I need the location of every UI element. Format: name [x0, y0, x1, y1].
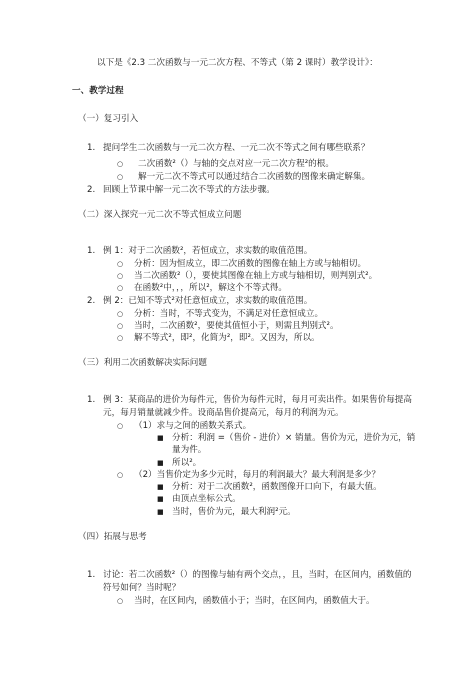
square-bullet-icon: ■: [157, 495, 164, 503]
list-item: 提问学生二次函数与一元二次方程、一元二次不等式之间有哪些联系？: [103, 143, 370, 153]
square-bullet-icon: ■: [157, 434, 164, 442]
example-text-cont: 元，每月销量就减少件。设商品售价提高元，每月的利润为元。: [103, 408, 344, 418]
answer-line: 当时，售价为元，最大利润²元。: [172, 507, 296, 517]
question: （1）求与之间的函数关系式。: [134, 421, 252, 431]
list-item: 回顾上节课中解一元二次不等式的方法步骤。: [103, 185, 275, 195]
bullet-icon: ○: [117, 422, 124, 430]
list-subitem: 在函数²中，，，所以²，解这个不等式得。: [134, 283, 287, 293]
list-subitem: 解一元二次不等式可以通过结合二次函数的图像来确定解集。: [138, 172, 371, 182]
intro-line: 以下是《2.3 二次函数与一元二次方程、不等式（第 2 课时）教学设计》：: [97, 58, 378, 68]
section-heading: 一、教学过程: [72, 86, 124, 96]
discussion-text: 讨论：若二次函数²（）的图像与轴有两个交点，，且，当时，在区间内，函数值的: [103, 570, 412, 580]
list-subitem: 解不等式²，即²，化简为²，即²。又因为，所以。: [134, 333, 320, 343]
answer-line: 所以²。: [172, 458, 202, 468]
answer-line: 分析：利润 =（售价 - 进价）× 销量。售价为元，进价为元，销: [172, 433, 416, 443]
list-subitem: 分析：当时，不等式变为，不满足对任意恒成立。: [134, 309, 324, 319]
answer-line: 分析：对于二次函数²，函数图像开口向下，有最大值。: [172, 482, 382, 492]
list-number: 2.: [87, 296, 96, 306]
answer-line: 由顶点坐标公式。: [172, 494, 241, 504]
bullet-icon: ○: [117, 322, 124, 330]
list-subitem: 当时，二次函数²，要使其值恒小于，则需且判别式²。: [134, 321, 339, 331]
subsection-heading: （一）复习引入: [78, 114, 139, 124]
bullet-icon: ○: [117, 310, 124, 318]
discussion-text-cont: 符号如何？当时呢？: [103, 583, 181, 593]
list-subitem: 二次函数²（）与轴的交点对应一元二次方程²的根。: [138, 159, 334, 169]
list-number: 1.: [87, 395, 96, 405]
list-subitem: 当时，在区间内，函数值小于；当时，在区间内，函数值大于。: [134, 596, 375, 606]
list-number: 1.: [87, 143, 96, 153]
list-number: 1.: [87, 246, 96, 256]
list-number: 1.: [87, 570, 96, 580]
bullet-icon: ○: [117, 272, 124, 280]
subsection-heading: （二）深入探究一元二次不等式恒成立问题: [78, 210, 242, 220]
square-bullet-icon: ■: [157, 508, 164, 516]
square-bullet-icon: ■: [157, 459, 164, 467]
bullet-icon: ○: [117, 334, 124, 342]
example-text: 例 3：某商品的进价为每件元，售价为每件元时，每月可卖出件。如果售价每提高: [103, 395, 412, 405]
subsection-heading: （三）利用二次函数解决实际问题: [78, 358, 207, 368]
bullet-icon: ○: [117, 284, 124, 292]
bullet-icon: ○: [117, 173, 124, 181]
list-subitem: 分析：因为恒成立，即二次函数的图像在轴上方或与轴相切。: [134, 259, 367, 269]
list-item: 例 2：已知不等式²对任意恒成立，求实数的取值范围。: [103, 296, 313, 306]
list-item: 例 1：对于二次函数²，若恒成立，求实数的取值范围。: [103, 246, 313, 256]
square-bullet-icon: ■: [157, 483, 164, 491]
bullet-icon: ○: [117, 471, 124, 479]
list-subitem: 当二次函数²（），要使其图像在轴上方或与轴相切，则判别式²。: [134, 271, 378, 281]
bullet-icon: ○: [117, 160, 124, 168]
answer-line-cont: 量为件。: [172, 445, 207, 455]
bullet-icon: ○: [117, 597, 124, 605]
question: （2）当售价定为多少元时，每月的利润最大？最大利润是多少？: [134, 470, 381, 480]
list-number: 2.: [87, 185, 96, 195]
bullet-icon: ○: [117, 260, 124, 268]
subsection-heading: （四）拓展与思考: [78, 532, 147, 542]
